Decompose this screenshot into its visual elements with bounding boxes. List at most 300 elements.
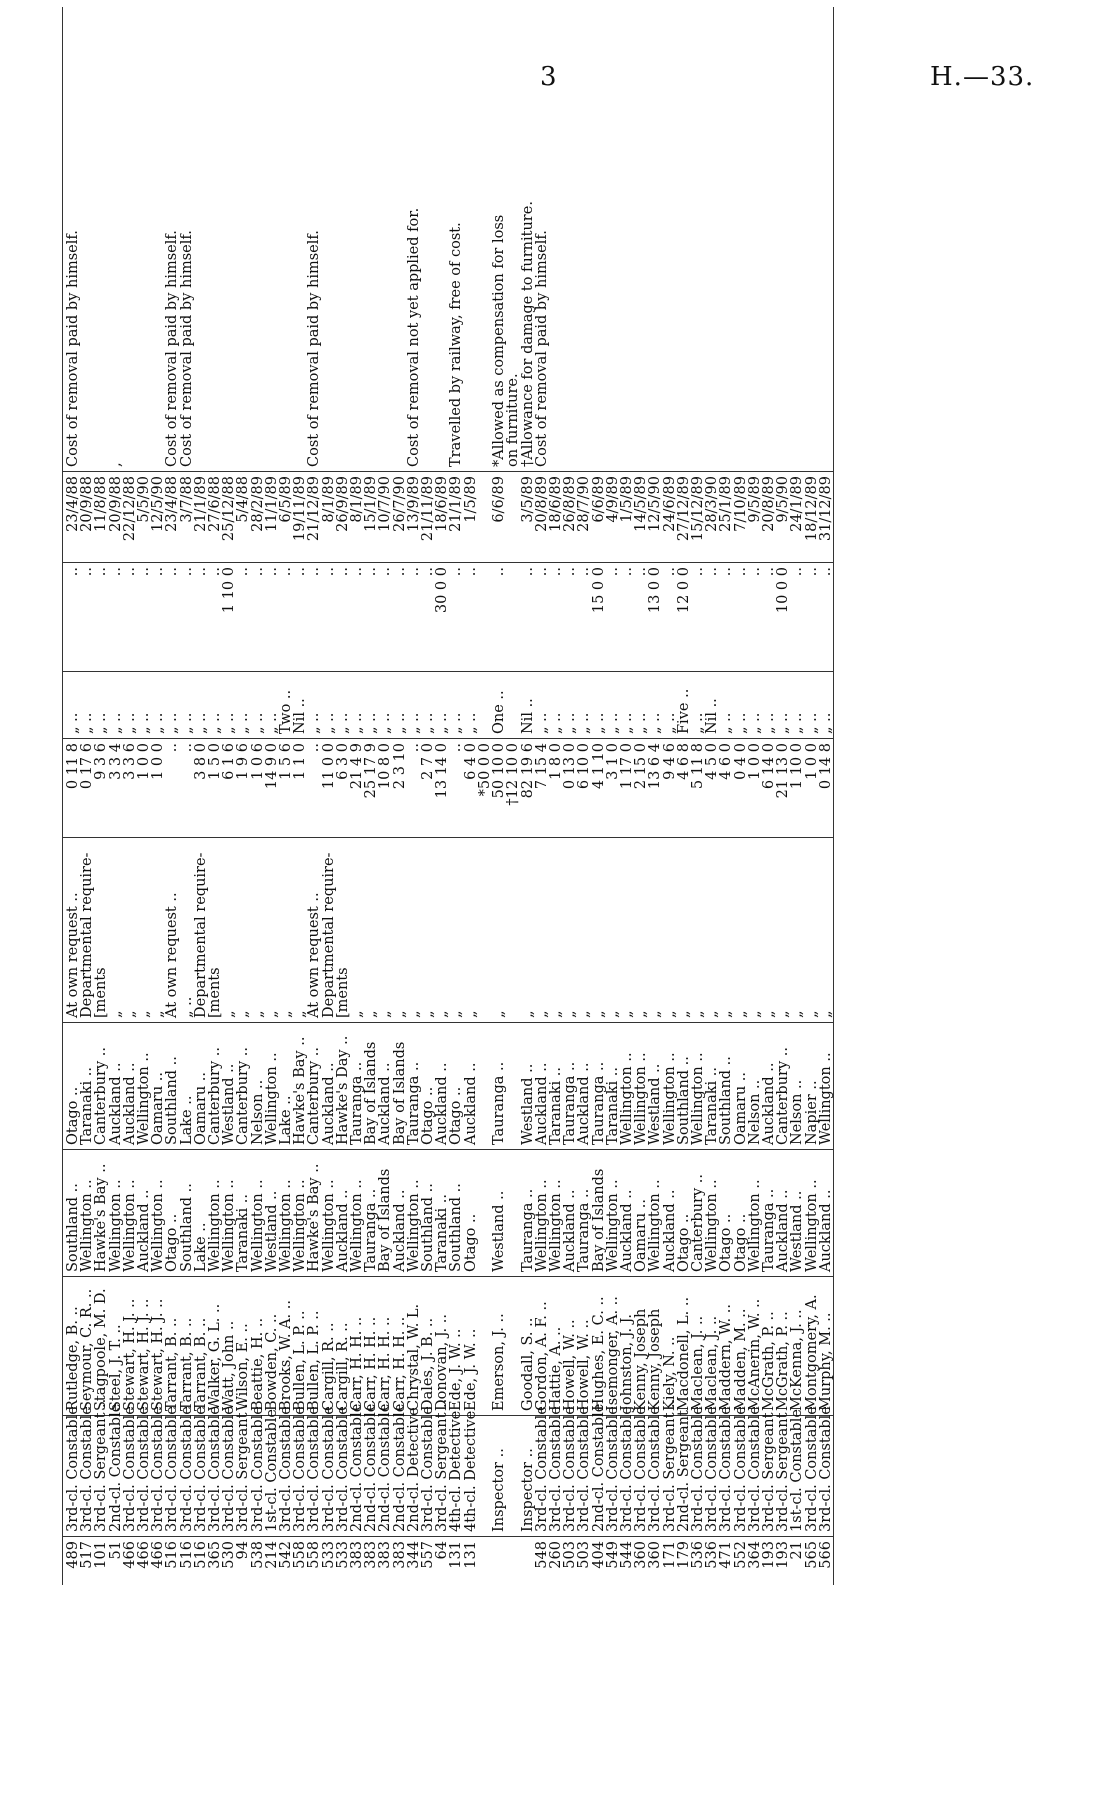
allowance-cell: ..: [549, 563, 563, 672]
table-row: [194, 7, 208, 1585]
date-cell: 22/12/88: [123, 472, 137, 563]
from-district-cell: Bay of Islands: [378, 1150, 392, 1277]
badge-number-cell: 360: [634, 1537, 648, 1586]
name-cell: McGrath, P. ..: [762, 1277, 776, 1416]
rank-cell: 3rd-cl. Constable: [137, 1416, 151, 1537]
allowance-cell: ..: [762, 563, 776, 672]
children-cell: „ ..: [63, 672, 81, 739]
badge-number-cell: 538: [251, 1537, 265, 1586]
date-cell: 20/8/89: [762, 472, 776, 563]
badge-number-cell: 549: [606, 1537, 620, 1586]
page-number: 3: [540, 62, 557, 92]
badge-number-cell: 503: [577, 1537, 591, 1586]
name-cell: Brooks, W. A. ..: [279, 1277, 293, 1416]
cost-cell: ..: [165, 739, 179, 838]
to-district-cell: Nelson ..: [251, 1023, 265, 1150]
cost-cell: 13 6 4: [648, 739, 662, 838]
remarks-cell: [577, 7, 591, 472]
reason-cell: [506, 838, 520, 1023]
rank-cell: 3rd-cl. Constable: [535, 1416, 549, 1537]
to-district-cell: Tauranga ..: [563, 1023, 577, 1150]
to-district-cell: Auckland ..: [535, 1023, 549, 1150]
from-district-cell: Oamaru ..: [634, 1150, 648, 1277]
to-district-cell: Taranaki ..: [606, 1023, 620, 1150]
remarks-cell: [421, 7, 435, 472]
table-row: [535, 7, 549, 1585]
table-row: [506, 7, 520, 1585]
from-district-cell: Westland ..: [790, 1150, 804, 1277]
date-cell: 6/5/89: [279, 472, 293, 563]
rank-cell: 3rd-cl. Constable: [606, 1416, 620, 1537]
rank-cell: 3rd-cl. Sergeant ..: [236, 1416, 250, 1537]
children-cell: „ ..: [819, 672, 834, 739]
children-cell: „ ..: [805, 672, 819, 739]
name-cell: Kiely, N. ..: [663, 1277, 677, 1416]
date-cell: 24/6/89: [663, 472, 677, 563]
table-row: [435, 7, 449, 1585]
remarks-cell: [805, 7, 819, 472]
badge-number-cell: 517: [80, 1537, 94, 1586]
children-cell: „ ..: [790, 672, 804, 739]
allowance-cell: ..: [251, 563, 265, 672]
remarks-cell: [549, 7, 563, 472]
from-district-cell: Southland ..: [421, 1150, 435, 1277]
date-cell: 31/12/89: [819, 472, 834, 563]
allowance-cell: ..: [151, 563, 165, 672]
badge-number-cell: 544: [620, 1537, 634, 1586]
table-row: [620, 7, 634, 1585]
cost-cell: 1 0 6: [251, 739, 265, 838]
date-cell: 27/6/88: [208, 472, 222, 563]
from-district-cell: Auckland ..: [620, 1150, 634, 1277]
children-cell: „ ..: [407, 672, 421, 739]
children-cell: „ ..: [137, 672, 151, 739]
allowance-cell: ..: [492, 563, 506, 672]
name-cell: Carr, H. H. ..: [364, 1277, 378, 1416]
table-row: [449, 7, 463, 1585]
date-cell: 1/5/89: [620, 472, 634, 563]
rank-cell: 3rd-cl. Constable: [634, 1416, 648, 1537]
table-row: [492, 7, 506, 1585]
date-cell: 14/5/89: [634, 472, 648, 563]
badge-number-cell: 365: [208, 1537, 222, 1586]
badge-number-cell: 131: [464, 1537, 478, 1586]
name-cell: Bullen, L. P. ..: [293, 1277, 307, 1416]
rank-cell: 3rd-cl. Constable: [322, 1416, 336, 1537]
reason-cell: „: [719, 838, 733, 1023]
cost-cell: 0 4 0: [734, 739, 748, 838]
badge-number-cell: 364: [748, 1537, 762, 1586]
remarks-cell: [634, 7, 648, 472]
to-district-cell: Canterbury ..: [776, 1023, 790, 1150]
allowance-cell: ..: [719, 563, 733, 672]
table-body: [63, 7, 834, 1585]
remarks-cell: [251, 7, 265, 472]
to-district-cell: Westland ..: [521, 1023, 535, 1150]
allowance-cell: ..: [137, 563, 151, 672]
reason-cell: „: [151, 838, 165, 1023]
remarks-cell: [691, 7, 705, 472]
table-row: [293, 7, 307, 1585]
from-district-cell: [506, 1150, 520, 1277]
badge-number-cell: 64: [435, 1537, 449, 1586]
children-cell: „ ..: [322, 672, 336, 739]
badge-number-cell: 404: [592, 1537, 606, 1586]
to-district-cell: Tauranga ..: [592, 1023, 606, 1150]
table-row: [762, 7, 776, 1585]
badge-number-cell: 94: [236, 1537, 250, 1586]
remarks-cell: Cost of removal paid by himself.: [533, 230, 550, 467]
cost-cell: 1 8 0: [549, 739, 563, 838]
date-cell: 11/1/89: [265, 472, 279, 563]
cost-cell: 1 17 0: [620, 739, 634, 838]
date-cell: 26/7/90: [393, 472, 407, 563]
reason-cell: „: [620, 838, 634, 1023]
badge-number-cell: 193: [776, 1537, 790, 1586]
rank-cell: 3rd-cl. Constable: [123, 1416, 137, 1537]
remarks-cell: [620, 7, 634, 472]
rank-cell: 2nd-cl. Constable: [393, 1416, 407, 1537]
cost-cell: 1 1 0: [293, 739, 307, 838]
table-row: [464, 7, 478, 1585]
name-cell: Tarrant, B. ..: [194, 1277, 208, 1416]
cost-cell: 6 14 0: [762, 739, 776, 838]
name-cell: Carr, H. H. ..: [350, 1277, 364, 1416]
name-cell: Dales, J. B. ..: [421, 1277, 435, 1416]
to-district-cell: Auckland ..: [762, 1023, 776, 1150]
cost-cell: 0 17 6: [80, 739, 94, 838]
rank-cell: 3rd-cl. Constable: [563, 1416, 577, 1537]
name-cell: Maddern, W. ..: [719, 1277, 733, 1416]
badge-number-cell: 557: [421, 1537, 435, 1586]
to-district-cell: Westland ..: [222, 1023, 236, 1150]
rank-cell: 3rd-cl. Constable: [819, 1416, 834, 1537]
date-cell: 18/6/89: [435, 472, 449, 563]
name-cell: Macdonell, L. ..: [677, 1277, 691, 1416]
children-cell: „ ..: [577, 672, 591, 739]
name-cell: Madden, M. ..: [734, 1277, 748, 1416]
name-cell: Howell, W. ..: [577, 1277, 591, 1416]
cost-cell: 2 7 0: [421, 739, 435, 838]
badge-number-cell: 552: [734, 1537, 748, 1586]
rank-cell: 2nd-cl. Sergeant: [677, 1416, 691, 1537]
table-row: [94, 7, 108, 1585]
remarks-cell: Cost of removal paid by himself.: [306, 230, 323, 467]
to-district-cell: Otago ..: [449, 1023, 463, 1150]
date-cell: 5/4/88: [236, 472, 250, 563]
reason-cell: „: [819, 838, 834, 1023]
rank-cell: 3rd-cl. Sergeant ..: [663, 1416, 677, 1537]
badge-number-cell: [478, 1537, 492, 1586]
remarks-cell: [435, 7, 449, 472]
from-district-cell: Hawke's Bay ..: [94, 1150, 108, 1277]
badge-number-cell: 383: [364, 1537, 378, 1586]
allowance-cell: ..: [606, 563, 620, 672]
remarks-cell: [336, 7, 350, 472]
to-district-cell: Tauranga ..: [350, 1023, 364, 1150]
badge-number-cell: 466: [151, 1537, 165, 1586]
rank-cell: 3rd-cl. Sergeant: [776, 1416, 790, 1537]
remarks-cell: [677, 7, 691, 472]
name-cell: Carr, H. H. ..: [378, 1277, 392, 1416]
to-district-cell: Taranaki ..: [549, 1023, 563, 1150]
cost-cell: 13 14 0: [435, 739, 449, 838]
date-cell: [506, 472, 520, 563]
rank-cell: 3rd-cl. Constable: [307, 1416, 321, 1537]
allowance-cell: 15 0 0: [592, 563, 606, 672]
to-district-cell: Auckland ..: [109, 1023, 123, 1150]
from-district-cell: Auckland ..: [137, 1150, 151, 1277]
reason-cell: [478, 838, 492, 1023]
from-district-cell: Wellington ..: [222, 1150, 236, 1277]
badge-number-cell: 530: [222, 1537, 236, 1586]
to-district-cell: Lake ..: [279, 1023, 293, 1150]
children-cell: „ ..: [94, 672, 108, 739]
badge-number-cell: 503: [563, 1537, 577, 1586]
date-cell: 1/5/89: [464, 472, 478, 563]
reason-cell: At own request ..: [165, 838, 179, 1023]
to-district-cell: Tauranga ..: [407, 1023, 421, 1150]
name-cell: Kenny, Joseph: [648, 1277, 662, 1416]
rank-cell: 3rd-cl. Constable: [80, 1416, 94, 1537]
from-district-cell: Southland ..: [449, 1150, 463, 1277]
badge-number-cell: 344: [407, 1537, 421, 1586]
allowance-cell: ..: [123, 563, 137, 672]
reason-cell: At own request ..: [307, 838, 321, 1023]
date-cell: 20/9/88: [80, 472, 94, 563]
name-cell: Tarrant, B. ..: [165, 1277, 179, 1416]
allowance-cell: ..: [307, 563, 321, 672]
to-district-cell: Otago ..: [421, 1023, 435, 1150]
date-cell: 9/5/90: [776, 472, 790, 563]
reason-cell: At own request ..: [63, 838, 81, 1023]
date-cell: 3/7/88: [180, 472, 194, 563]
allowance-cell: ..: [194, 563, 208, 672]
cost-cell: 4 5 0: [705, 739, 719, 838]
from-district-cell: Wellington ..: [251, 1150, 265, 1277]
allowance-cell: 1 10 0: [222, 563, 236, 672]
from-district-cell: Wellington ..: [549, 1150, 563, 1277]
badge-number-cell: [506, 1537, 520, 1586]
reason-cell: „: [137, 838, 151, 1023]
table-row: [549, 7, 563, 1585]
rank-cell: 3rd-cl. Constable: [805, 1416, 819, 1537]
remarks-cell: [279, 7, 293, 472]
remarks-cell: [748, 7, 762, 472]
date-cell: 19/11/89: [293, 472, 307, 563]
from-district-cell: Wellington ..: [535, 1150, 549, 1277]
remarks-cell: [350, 7, 364, 472]
allowance-cell: ..: [620, 563, 634, 672]
reason-cell: „: [407, 838, 421, 1023]
name-cell: McAnerin, W. ..: [748, 1277, 762, 1416]
date-cell: 28/3/90: [705, 472, 719, 563]
to-district-cell: Wellington ..: [620, 1023, 634, 1150]
remarks-cell: [563, 7, 577, 472]
reason-cell: „: [734, 838, 748, 1023]
remarks-cell: [236, 7, 250, 472]
date-cell: 23/4/88: [63, 472, 81, 563]
date-cell: 26/8/89: [563, 472, 577, 563]
date-cell: 21/1/89: [194, 472, 208, 563]
name-cell: Donovan, J. ..: [435, 1277, 449, 1416]
rank-cell: 3rd-cl. Constable: [63, 1416, 81, 1537]
reason-cell: „: [378, 838, 392, 1023]
table-row: [109, 7, 123, 1585]
from-district-cell: Otago ..: [719, 1150, 733, 1277]
cost-cell: 6 3 0: [336, 739, 350, 838]
rank-cell: 2nd-cl. Constable: [364, 1416, 378, 1537]
rank-cell: 3rd-cl. Constable: [691, 1416, 705, 1537]
allowance-cell: ..: [109, 563, 123, 672]
name-cell: Kenny, Joseph: [634, 1277, 648, 1416]
date-cell: 4/9/89: [606, 472, 620, 563]
from-district-cell: Taranaki ..: [236, 1150, 250, 1277]
to-district-cell: Auckland ..: [123, 1023, 137, 1150]
cost-cell: 4 6 8: [677, 739, 691, 838]
children-cell: „ ..: [762, 672, 776, 739]
allowance-cell: ..: [94, 563, 108, 672]
children-cell: „ ..: [350, 672, 364, 739]
from-district-cell: Wellington ..: [208, 1150, 222, 1277]
name-cell: Cargill, R. ..: [322, 1277, 336, 1416]
reason-cell: „: [521, 838, 535, 1023]
reason-cell: „: [705, 838, 719, 1023]
table-row: [180, 7, 194, 1585]
rank-cell: 4th-cl. Detective: [464, 1416, 478, 1537]
name-cell: Stewart, H. J. ..: [123, 1277, 137, 1416]
date-cell: [478, 472, 492, 563]
date-cell: 15/1/89: [364, 472, 378, 563]
remarks-cell: †Allowance for damage to furniture.: [519, 201, 536, 467]
from-district-cell: [478, 1150, 492, 1277]
rank-cell: 3rd-cl. Constable: [251, 1416, 265, 1537]
children-cell: [506, 672, 520, 739]
name-cell: Ede, J. W. ..: [449, 1277, 463, 1416]
reason-cell: Departmental require-: [322, 838, 336, 1023]
allowance-cell: ..: [634, 563, 648, 672]
to-district-cell: Wellington ..: [663, 1023, 677, 1150]
date-cell: 8/1/89: [322, 472, 336, 563]
remarks-cell: [762, 7, 776, 472]
reason-cell: „ ..: [180, 838, 194, 1023]
name-cell: Steel, J. T. ..: [109, 1277, 123, 1416]
date-cell: 12/5/90: [151, 472, 165, 563]
from-district-cell: Auckland ..: [393, 1150, 407, 1277]
rank-cell: 3rd-cl. Constable: [222, 1416, 236, 1537]
name-cell: Isemonger, A. ..: [606, 1277, 620, 1416]
cost-cell: 1 0 0: [805, 739, 819, 838]
to-district-cell: Oamaru ..: [734, 1023, 748, 1150]
to-district-cell: Southland ..: [719, 1023, 733, 1150]
table-row: [123, 7, 137, 1585]
name-cell: Chrystal, W. L.: [407, 1277, 421, 1416]
cost-cell: 1 5 0: [208, 739, 222, 838]
name-cell: Watt, John ..: [222, 1277, 236, 1416]
date-cell: 27/12/89: [677, 472, 691, 563]
badge-number-cell: 360: [648, 1537, 662, 1586]
cost-cell: 3 3 4: [109, 739, 123, 838]
name-cell: Stewart, H. J. ..: [151, 1277, 165, 1416]
reason-cell: „: [109, 838, 123, 1023]
cost-cell: ..: [407, 739, 421, 838]
table-row: [80, 7, 94, 1585]
table-row: [222, 7, 236, 1585]
cost-cell: 9 4 6: [663, 739, 677, 838]
children-cell: „ ..: [449, 672, 463, 739]
children-cell: Nil ..: [705, 672, 719, 739]
children-cell: „ ..: [535, 672, 549, 739]
from-district-cell: Wellington ..: [109, 1150, 123, 1277]
to-district-cell: Oamaru ..: [151, 1023, 165, 1150]
reason-cell: „: [251, 838, 265, 1023]
date-cell: 8/1/89: [350, 472, 364, 563]
to-district-cell: Auckland ..: [378, 1023, 392, 1150]
cost-cell: 3 8 0: [194, 739, 208, 838]
cost-cell: 3 1 0: [606, 739, 620, 838]
name-cell: Goodall, S. ..: [521, 1277, 535, 1416]
cost-cell: 9 3 6: [94, 739, 108, 838]
rank-cell: 3rd-cl. Constable: [577, 1416, 591, 1537]
from-district-cell: Bay of Islands: [592, 1150, 606, 1277]
cost-cell: 3 3 6: [123, 739, 137, 838]
from-district-cell: Southland ..: [63, 1150, 81, 1277]
allowance-cell: ..: [734, 563, 748, 672]
children-cell: „ ..: [691, 672, 705, 739]
table-row: [364, 7, 378, 1585]
table-row: [151, 7, 165, 1585]
reason-cell: „: [535, 838, 549, 1023]
table-row: [677, 7, 691, 1585]
from-district-cell: Wellington ..: [407, 1150, 421, 1277]
table-row: [336, 7, 350, 1585]
name-cell: Hattie, A. ..: [549, 1277, 563, 1416]
allowance-cell: 10 0 0: [776, 563, 790, 672]
name-cell: Maclean, J. ..: [691, 1277, 705, 1416]
allowance-cell: ..: [80, 563, 94, 672]
remarks-cell: [819, 7, 834, 472]
name-cell: Gordon, A. F. ..: [535, 1277, 549, 1416]
reason-cell: „: [634, 838, 648, 1023]
allowance-cell: ..: [208, 563, 222, 672]
cost-cell: ..: [449, 739, 463, 838]
remarks-cell: Cost of removal paid by himself.: [63, 7, 81, 472]
remarks-cell: [151, 7, 165, 472]
table-row: [577, 7, 591, 1585]
from-district-cell: Auckland ..: [819, 1150, 834, 1277]
badge-number-cell: 383: [378, 1537, 392, 1586]
badge-number-cell: 383: [393, 1537, 407, 1586]
name-cell: Emerson, J. ..: [492, 1277, 506, 1416]
remarks-cell: [222, 7, 236, 472]
to-district-cell: Wellington ..: [691, 1023, 705, 1150]
to-district-cell: Otago ..: [63, 1023, 81, 1150]
remarks-cell: [208, 7, 222, 472]
document-reference: H.—33.: [930, 62, 1035, 92]
allowance-cell: ..: [293, 563, 307, 672]
badge-number-cell: 383: [350, 1537, 364, 1586]
table-row: [776, 7, 790, 1585]
remarks-cell: [790, 7, 804, 472]
to-district-cell: Wellington ..: [819, 1023, 834, 1150]
reason-cell: „: [435, 838, 449, 1023]
from-district-cell: Westland ..: [265, 1150, 279, 1277]
reason-cell: „: [265, 838, 279, 1023]
reason-cell: „: [606, 838, 620, 1023]
rank-cell: 2nd-cl. Constable: [350, 1416, 364, 1537]
reason-cell: „: [222, 838, 236, 1023]
name-cell: Bowden, C. ..: [265, 1277, 279, 1416]
